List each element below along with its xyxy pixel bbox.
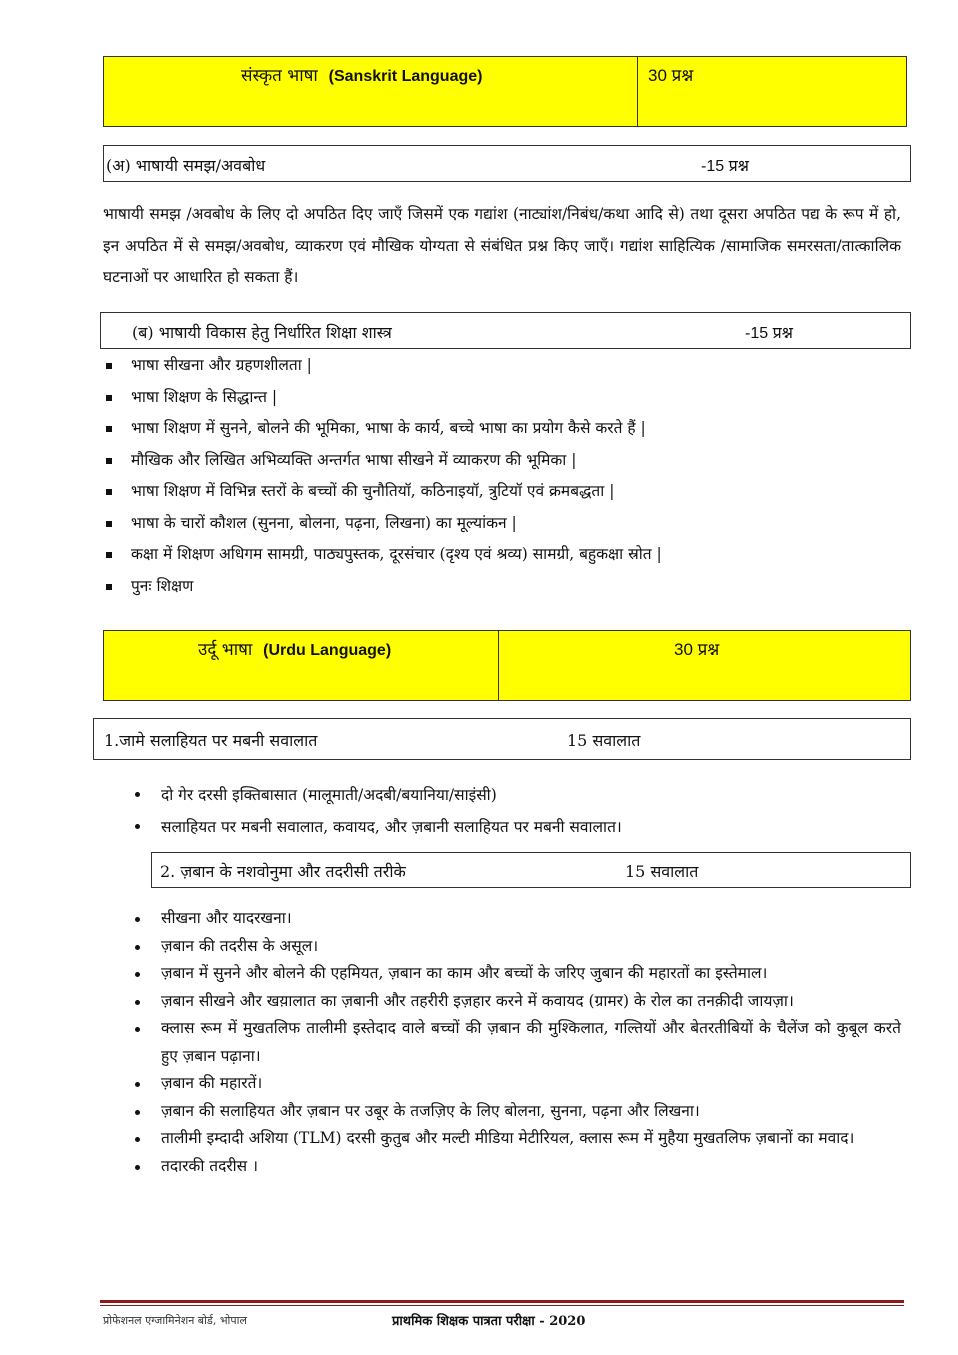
urdu-section-2-header [151,852,911,888]
urdu-title-hindi: उर्दू भाषा [198,640,253,660]
list-item: क्लास रूम में मुखतलिफ तालीमी इस्तेदाद वाले बच्चों की ज़बान की मुश्किलात, गल्तियों और बेतरतीबियों के चैलेंज को कुबूल करते हुए ज़बान पढ़ाना। [131,1015,901,1070]
table-divider [498,631,499,700]
urdu-section-2-count: 15 सवालात [625,862,699,881]
section-b-header [100,312,911,349]
footer-rule [100,1300,904,1303]
list-item: मौखिक और लिखित अभिव्यक्ति अन्तर्गत भाषा सीखने में व्याकरण की भूमिका | [103,445,903,477]
list-item: ज़बान सीखने और खय़ालात का ज़बानी और तहरीरी इज़हार करने में कवायद (ग्रामर) के रोल का तनक़ीदी जायज़ा। [131,988,901,1016]
footer-rule-thin [100,1305,904,1306]
urdu-section-1-list [131,780,901,843]
section-b-count: -15 प्रश्न [745,325,793,342]
section-b-label: (ब) भाषायी विकास हेतु निर्धारित शिक्षा शास्त्र [132,323,392,342]
urdu-section-1-header [93,718,911,760]
sanskrit-header-table [103,56,907,127]
list-item: भाषा शिक्षण के सिद्धान्त | [103,382,903,414]
table-divider [637,57,638,126]
sanskrit-title-hindi: संस्कृत भाषा [241,66,318,86]
sanskrit-title [241,63,482,86]
list-item: तदारकी तदरीस । [131,1153,901,1181]
list-item: ज़बान की तदरीस के असूल। [131,933,901,961]
list-item: भाषा शिक्षण में विभिन्न स्तरों के बच्चों की चुनौतियॉ, कठिनाइयॉ, त्रुटियॉ एवं क्रमबद्धता | [103,476,903,508]
section-a-paragraph: भाषायी समझ /अवबोध के लिए दो अपठित दिए जाएँ जिसमें एक गद्यांश (नाट्यांश/निबंध/कथा आदि से) तथा दूसरा अपठित पद्य के रूप में हो, इन अपठित में से समझ/अवबोध, व्याकरण एवं मौखिक योग्यता से संबंधित प्रश्न किए जाएँ। गद्यांश साहित्यिक /सामाजिक समरसता/तात्कालिक घटनाओं पर आधारित हो सकता हैं। [103,205,901,286]
urdu-section-2-list [131,905,901,1180]
sanskrit-question-count: 30 प्रश्न [648,66,694,85]
list-item: भाषा के चारों कौशल (सुनना, बोलना, पढ़ना, लिखना) का मूल्यांकन | [103,508,903,540]
urdu-section-1-count: 15 सवालात [567,731,641,750]
list-item: भाषा शिक्षण में सुनने, बोलने की भूमिका, भाषा के कार्य, बच्चे भाषा का प्रयोग कैसे करते हैं | [103,413,903,445]
list-item: ज़बान की महारतें। [131,1070,901,1098]
list-item: दो गेर दरसी इक्तिबासात (मालूमाती/अदबी/बयानिया/साइंसी) [131,780,901,812]
list-item: कक्षा में शिक्षण अधिगम सामग्री, पाठ्यपुस्तक, दूरसंचार (दृश्य एवं श्रव्य) सामग्री, बहुकक्षा स्रोत | [103,539,903,571]
list-item: सीखना और यादरखना। [131,905,901,933]
list-item: सलाहियत पर मबनी सवालात, कवायद, और ज़बानी सलाहियत पर मबनी सवालात। [131,812,901,844]
urdu-section-1-label: 1.जामे सलाहियत पर मबनी सवालात [104,731,318,750]
urdu-question-count: 30 प्रश्न [674,640,720,659]
section-a-header [103,145,911,182]
list-item: ज़बान में सुनने और बोलने की एहमियत, ज़बान का काम और बच्चों के जरिए जुबान की महारतों का इस्तेमाल। [131,960,901,988]
sanskrit-topic-list [103,350,903,602]
sanskrit-title-english: (Sanskrit Language) [328,68,483,85]
urdu-title-english: (Urdu Language) [263,642,392,659]
list-item: ज़बान की सलाहियत और ज़बान पर उबूर के तजज़िए के लिए बोलना, सुनना, पढ़ना और लिखना। [131,1098,901,1126]
footer-organization: प्रोफेशनल एग्जामिनेशन बोर्ड, भोपाल [103,1314,247,1327]
list-item: पुनः शिक्षण [103,571,903,603]
section-a-count: -15 प्रश्न [701,158,749,175]
urdu-title [198,637,391,660]
section-a-label: (अ) भाषायी समझ/अवबोध [106,156,266,175]
footer-exam-title: प्राथमिक शिक्षक पात्रता परीक्षा - 2020 [392,1314,586,1329]
list-item: तालीमी इम्दादी अशिया (TLM) दरसी कुतुब और मल्टी मीडिया मेटीरियल, क्लास रूम में मुहैया मुखतलिफ ज़बानों का मवाद। [131,1125,901,1153]
urdu-section-2-label: 2. ज़बान के नशवोनुमा और तदरीसी तरीके [160,862,406,881]
list-item: भाषा सीखना और ग्रहणशीलता | [103,350,903,382]
urdu-header-table [103,630,911,701]
